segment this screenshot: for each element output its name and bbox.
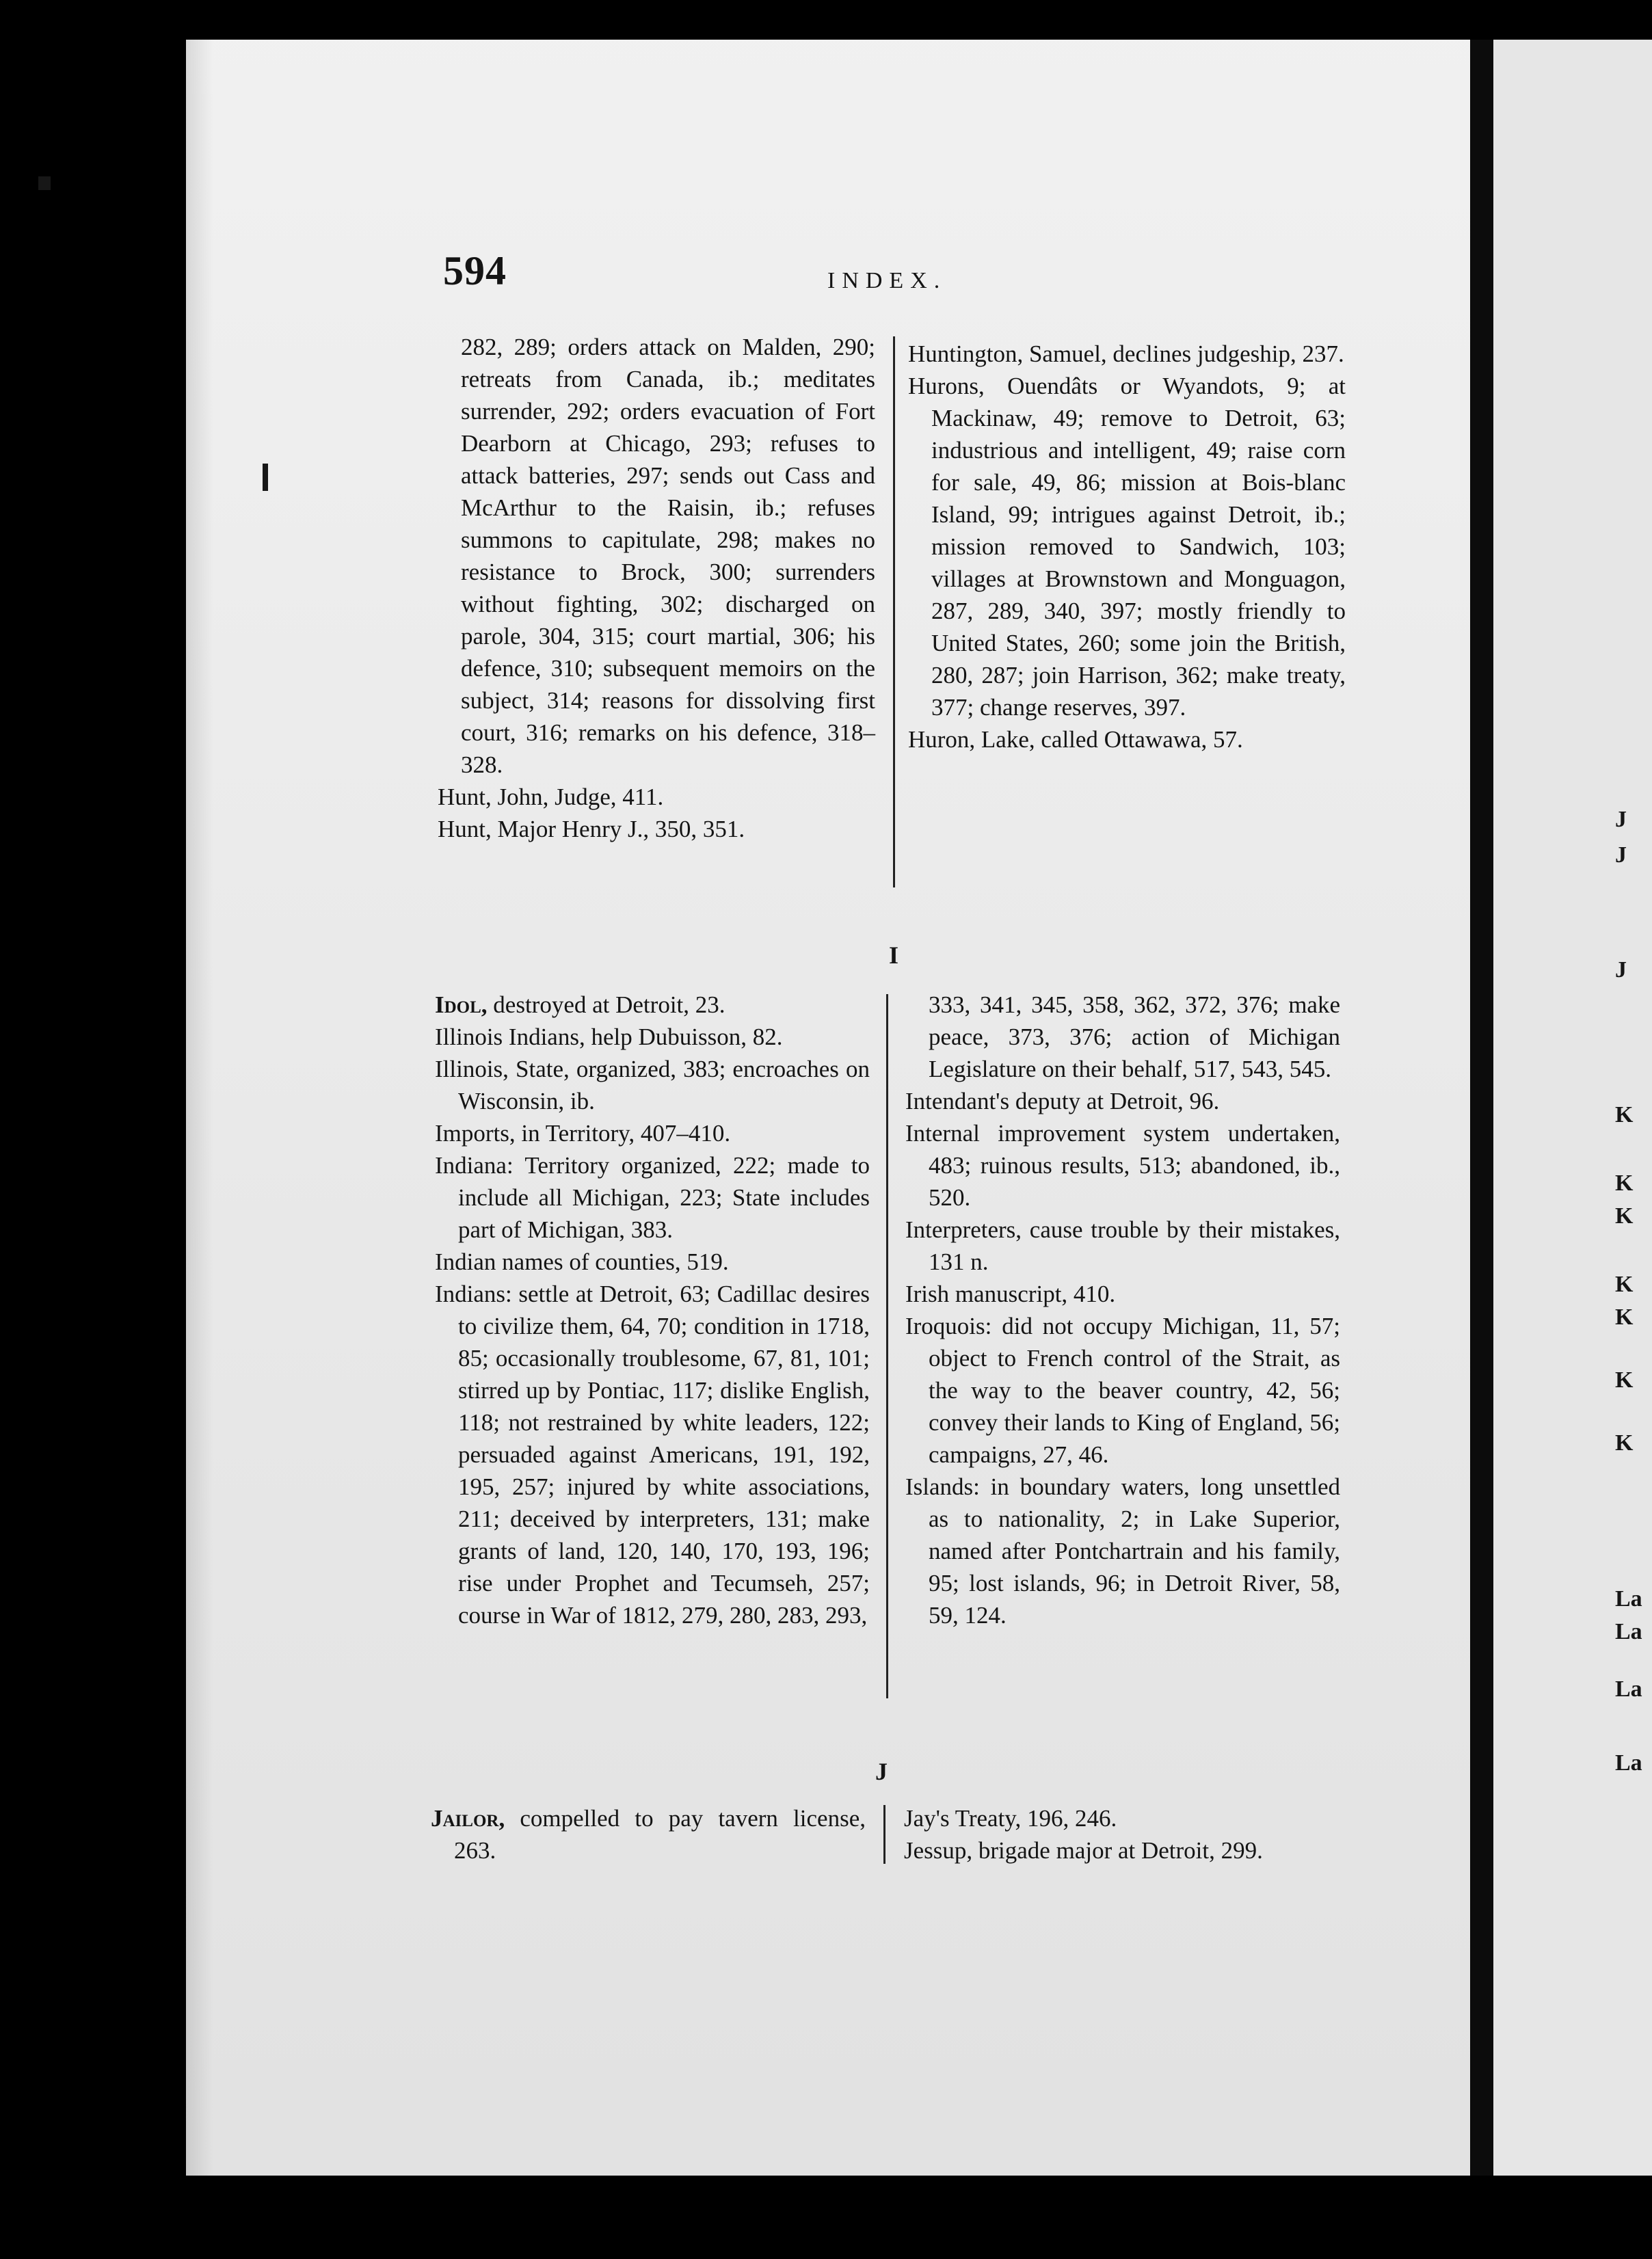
entry-text: Indian names of counties, 519. xyxy=(435,1248,729,1275)
index-entry xyxy=(435,989,870,1021)
index-entry xyxy=(908,370,1346,723)
index-entry xyxy=(905,1085,1340,1117)
facing-page-letter: K xyxy=(1615,1430,1634,1456)
entry-text: Huron, Lake, called Ottawawa, 57. xyxy=(908,726,1243,753)
entry-text: Internal improvement system undertaken, 483; ruinous results, 513; abandoned, ib., 520. xyxy=(905,1120,1340,1211)
index-column-left xyxy=(431,1802,866,1867)
index-column-left xyxy=(435,989,870,1631)
facing-page-letter: La xyxy=(1615,1750,1642,1776)
index-entry xyxy=(435,1149,870,1246)
facing-page-letter: La xyxy=(1615,1676,1642,1702)
facing-page-letter: J xyxy=(1615,842,1627,868)
entry-text: 282, 289; orders attack on Malden, 290; retreats from Canada, ib.; meditates surrender, 292; orders evacuation of Fort Dearborn at Chicago, 293; refuses to attack batteries, 297; sends out Cass and McArthur to the Raisin, ib.; refuses summons to capitulate, 298; makes no resistance to Brock, 300; surrenders without fighting, 302; discharged on parole, 304, 315; court martial, 306; his defence, 310; subsequent memoirs on the subject, 314; reasons for dissolving first court, 316; remarks on his defence, 318–328. xyxy=(461,334,875,778)
index-entry xyxy=(438,331,875,781)
column-divider xyxy=(893,336,895,887)
entry-text: Hunt, John, Judge, 411. xyxy=(438,784,664,810)
column-divider xyxy=(886,994,888,1698)
facing-page-letter: La xyxy=(1615,1586,1642,1612)
facing-page-letter: K xyxy=(1615,1305,1634,1330)
index-column-left xyxy=(438,331,875,845)
index-entry xyxy=(435,1117,870,1149)
index-entry xyxy=(435,1246,870,1278)
index-entry xyxy=(435,1053,870,1117)
entry-text: 333, 341, 345, 358, 362, 372, 376; make peace, 373, 376; action of Michigan Legislature on their behalf, 517, 543, 545. xyxy=(929,991,1340,1082)
index-entry xyxy=(905,1214,1340,1278)
entry-text: Intendant's deputy at Detroit, 96. xyxy=(905,1088,1220,1114)
entry-text: Irish manuscript, 410. xyxy=(905,1281,1116,1307)
facing-page-letter: K xyxy=(1615,1102,1634,1127)
entry-text: Islands: in boundary waters, long unsettled as to nationality, 2; in Lake Superior, named after Pontchartrain and his family, 95; lost islands, 96; in Detroit River, 58, 59, 124. xyxy=(905,1473,1340,1629)
facing-page-letter: J xyxy=(1615,807,1627,832)
page-number: 594 xyxy=(443,248,507,293)
entry-text: Jay's Treaty, 196, 246. xyxy=(904,1805,1117,1832)
index-entry xyxy=(905,1117,1340,1214)
entry-text: Indiana: Territory organized, 222; made to include all Michigan, 223; State includes part of Michigan, 383. xyxy=(435,1152,870,1243)
entry-text: destroyed at Detroit, 23. xyxy=(487,991,725,1018)
index-entry xyxy=(905,989,1340,1085)
index-entry xyxy=(908,338,1346,370)
index-column-right xyxy=(904,1802,1355,1867)
section-letter-i: I xyxy=(889,941,899,969)
column-divider xyxy=(883,1805,885,1864)
index-entry xyxy=(905,1278,1340,1310)
index-entry xyxy=(431,1802,866,1867)
entry-text: Illinois Indians, help Dubuisson, 82. xyxy=(435,1024,783,1050)
facing-page-letter: K xyxy=(1615,1203,1634,1229)
entry-text: Hunt, Major Henry J., 350, 351. xyxy=(438,816,745,842)
entry-text: compelled to pay tavern license, 263. xyxy=(454,1805,866,1864)
index-column-right xyxy=(905,989,1340,1631)
entry-text: Jessup, brigade major at Detroit, 299. xyxy=(904,1837,1263,1864)
facing-page-letter: K xyxy=(1615,1171,1634,1196)
entry-lead-word: Jailor, xyxy=(431,1805,505,1832)
entry-lead-word: Idol, xyxy=(435,991,488,1018)
entry-text: Illinois, State, organized, 383; encroaches on Wisconsin, ib. xyxy=(435,1056,870,1114)
running-title: INDEX. xyxy=(827,268,947,293)
facing-page-letter: K xyxy=(1615,1272,1634,1297)
entry-text: Iroquois: did not occupy Michigan, 11, 57; object to French control of the Strait, as the way to the beaver country, 42, 56; convey their lands to King of England, 56; campaigns, 27, 46. xyxy=(905,1313,1340,1468)
index-entry xyxy=(904,1802,1355,1834)
facing-page-letter: K xyxy=(1615,1367,1634,1393)
index-entry xyxy=(435,1278,870,1631)
index-entry xyxy=(438,813,875,845)
index-entry xyxy=(905,1471,1340,1631)
entry-text: Hurons, Ouendâts or Wyandots, 9; at Mackinaw, 49; remove to Detroit, 63; industrious and intelligent, 49; raise corn for sale, 49, 86; mission at Bois-blanc Island, 99; intrigues against Detroit, ib.; mission removed to Sandwich, 103; villages at Brownstown and Monguagon, 287, 289, 340, 397; mostly friendly to United States, 260; some join the British, 280, 287; join Harrison, 362; make treaty, 377; change reserves, 397. xyxy=(908,373,1346,721)
facing-page-letter: La xyxy=(1615,1619,1642,1644)
entry-text: Interpreters, cause trouble by their mistakes, 131 n. xyxy=(905,1216,1340,1275)
facing-page-edge xyxy=(1470,40,1652,2176)
index-entry xyxy=(904,1834,1355,1867)
index-column-right xyxy=(908,338,1346,756)
index-entry xyxy=(905,1310,1340,1471)
index-entry xyxy=(908,723,1346,756)
section-letter-j: J xyxy=(875,1758,888,1785)
index-entry xyxy=(435,1021,870,1053)
index-entry xyxy=(438,781,875,813)
facing-page-letter: J xyxy=(1615,957,1627,983)
entry-text: Indians: settle at Detroit, 63; Cadillac desires to civilize them, 64, 70; condition in 1718, 85; occasionally troublesome, 67, 81, 101; stirred up by Pontiac, 117; dislike English, 118; not restrained by white leaders, 122; persuaded against Americans, 191, 192, 195, 257; injured by white associations, 211; deceived by interpreters, 131; make grants of land, 120, 140, 170, 193, 196; rise under Prophet and Tecumseh, 257; course in War of 1812, 279, 280, 283, 293, xyxy=(435,1281,870,1629)
entry-text: Huntington, Samuel, declines judgeship, 237. xyxy=(908,340,1344,367)
entry-text: Imports, in Territory, 407–410. xyxy=(435,1120,731,1147)
